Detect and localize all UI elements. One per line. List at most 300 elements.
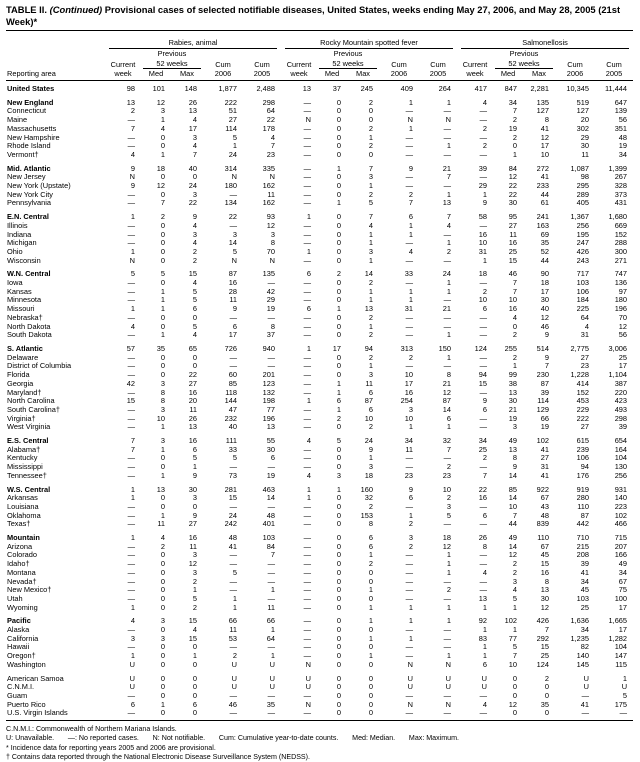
row-area-label: U.S. Virgin Islands <box>7 709 68 718</box>
row-area-label: Puerto Rico <box>7 700 46 709</box>
cell-value: 10 <box>364 413 374 423</box>
cell-value: 1 <box>306 246 312 256</box>
row-area-label: Colorado <box>7 551 37 560</box>
row-area-label: California <box>7 634 39 643</box>
cell-value: — <box>405 132 414 142</box>
cell-value: 0 <box>336 462 342 472</box>
cum-label: Cum <box>567 59 583 69</box>
cell-value: 16 <box>188 436 197 446</box>
cell-value: — <box>303 576 312 586</box>
cell-value: 178 <box>262 123 276 133</box>
cell-value: 14 <box>364 269 374 279</box>
cell-value: 135 <box>262 269 276 279</box>
cell-value: — <box>405 708 414 718</box>
cell-value: 0 <box>336 370 342 380</box>
cell-value: — <box>229 576 237 586</box>
cell-value: 10 <box>540 149 550 159</box>
cell-value: 16 <box>508 304 518 314</box>
cell-value: — <box>443 123 452 133</box>
cell-value: 87 <box>580 510 590 520</box>
cell-value: — <box>303 602 312 612</box>
cell-value: 12 <box>442 541 452 551</box>
table-row <box>6 635 633 644</box>
subheader-row-bottom <box>6 69 633 81</box>
cell-value: 280 <box>576 493 590 503</box>
row-area-label: Delaware <box>7 353 39 362</box>
cell-value: 10 <box>508 659 518 669</box>
table-header <box>6 36 633 80</box>
cell-value: — <box>303 541 312 551</box>
row-area-label: Mountain <box>7 533 40 543</box>
cell-value: U <box>129 673 135 683</box>
cell-value: 16 <box>478 493 488 503</box>
cell-value: 1 <box>446 602 452 612</box>
table-row <box>6 415 633 424</box>
cell-value: 241 <box>536 212 550 222</box>
cell-value: 114 <box>537 396 550 406</box>
cell-value: 0 <box>192 352 197 362</box>
row-area-label: Virginia† <box>7 414 36 423</box>
cell-value: 2 <box>482 123 488 133</box>
cell-value: 13 <box>188 106 197 116</box>
cell-value: 1 <box>336 378 342 388</box>
cell-value: 2 <box>368 330 374 340</box>
cell-value: 24 <box>228 510 237 520</box>
cell-value: 92 <box>478 616 488 626</box>
week-label: week <box>457 69 493 81</box>
cell-value: 13 <box>364 304 374 314</box>
cell-value: 5 <box>336 436 342 446</box>
cell-value: 132 <box>262 387 276 397</box>
cell-value: 2 <box>482 453 488 463</box>
cell-value: 24 <box>364 436 374 446</box>
cell-value: — <box>479 519 488 529</box>
cell-value: — <box>405 567 414 577</box>
cell-value: 0 <box>160 625 165 635</box>
cell-value: 1 <box>446 238 452 248</box>
cell-value: 144 <box>224 396 237 406</box>
cell-value: 3 <box>368 370 374 380</box>
cell-value: 8 <box>544 576 550 586</box>
cell-value: 2 <box>482 141 488 151</box>
cell-value: 264 <box>438 84 452 93</box>
cell-value: 1 <box>130 533 135 543</box>
cell-value: 16 <box>404 387 414 397</box>
cell-value: 0 <box>368 115 374 125</box>
cell-value: 7 <box>512 278 518 288</box>
cell-value: — <box>303 132 312 142</box>
cell-value: — <box>229 501 237 511</box>
cell-value: 114 <box>225 123 237 133</box>
cell-value: 0 <box>336 330 342 340</box>
cell-value: — <box>303 625 312 635</box>
cell-value: 45 <box>540 550 550 560</box>
cell-value: 19 <box>266 304 276 314</box>
cell-value: 1 <box>512 361 518 371</box>
cell-value: 0 <box>160 238 165 248</box>
cell-value: 69 <box>540 229 550 239</box>
cell-value: 2 <box>192 602 197 612</box>
cell-value: 14 <box>508 541 518 551</box>
cell-value: 7 <box>446 172 452 182</box>
cell-value: — <box>303 255 312 265</box>
row-area-label: Wyoming <box>7 603 38 612</box>
cell-value: 1,399 <box>608 163 628 173</box>
cell-value: — <box>479 576 488 586</box>
cell-value: 0 <box>336 106 342 116</box>
cell-value: 0 <box>160 642 165 652</box>
cell-value: 29 <box>266 295 276 305</box>
cell-value: 49 <box>618 559 628 569</box>
cell-value: 24 <box>188 181 197 191</box>
cell-value: — <box>127 501 135 511</box>
cell-value: 14 <box>508 470 518 480</box>
cell-value: 3 <box>270 229 276 239</box>
table-row <box>6 296 633 305</box>
table-row <box>6 595 633 604</box>
cell-value: 8 <box>160 396 165 406</box>
cell-value: 1 <box>160 422 165 432</box>
cell-value: 12 <box>188 559 197 569</box>
cell-value: 56 <box>618 330 628 340</box>
cell-value: 22 <box>266 115 276 125</box>
table-row <box>6 94 633 108</box>
cell-value: 87 <box>364 396 374 406</box>
cell-value: 45 <box>580 585 590 595</box>
cell-value: 47 <box>228 404 237 414</box>
cell-value: 27 <box>580 422 590 432</box>
cell-value: — <box>405 691 414 700</box>
year-2005-label: 2005 <box>595 69 633 81</box>
cell-value: 8 <box>512 453 518 463</box>
cell-value: — <box>303 198 312 208</box>
cell-value: 4 <box>160 123 165 133</box>
cell-value: 208 <box>576 550 590 560</box>
cell-value: 22 <box>478 484 488 494</box>
cell-value: 6 <box>232 321 237 331</box>
cell-value: 16 <box>508 238 518 248</box>
cell-value: 0 <box>336 352 342 362</box>
cell-value: — <box>479 115 488 125</box>
cell-value: 1 <box>192 585 197 595</box>
cell-value: 6 <box>408 212 414 222</box>
cell-value: 1 <box>192 462 197 472</box>
cell-value: 13 <box>540 585 550 595</box>
cell-value: 12 <box>618 321 628 331</box>
cell-value: 103 <box>576 278 590 288</box>
cell-value: 0 <box>512 141 518 151</box>
cell-value: 97 <box>618 286 628 296</box>
group-header-rmsf: Rocky Mountain spotted fever <box>281 36 457 49</box>
cell-value: 2,775 <box>570 343 590 353</box>
cell-value: 2 <box>368 312 374 322</box>
cell-value: 106 <box>576 453 590 463</box>
cell-value: — <box>127 453 135 463</box>
table-row <box>6 231 633 240</box>
table-row <box>6 182 633 191</box>
cell-value: 0 <box>160 132 165 142</box>
cell-value: — <box>405 576 414 586</box>
row-area-label: Nebraska† <box>7 313 43 322</box>
cell-value: 32 <box>364 493 374 503</box>
table-row <box>6 142 633 151</box>
cell-value: 11 <box>267 602 276 612</box>
cell-value: 84 <box>266 541 276 551</box>
row-area-label: E.N. Central <box>7 212 49 222</box>
cell-value: — <box>127 510 135 520</box>
cell-value: 0 <box>160 255 165 265</box>
cell-value: 0 <box>192 312 197 322</box>
row-area-label: W.S. Central <box>7 484 51 494</box>
cell-value: 1 <box>482 642 488 652</box>
table-row <box>6 578 633 587</box>
cell-value: 2 <box>512 559 518 569</box>
cell-value: — <box>479 585 488 595</box>
cell-value: 15 <box>540 559 550 569</box>
cell-value: 0 <box>336 246 342 256</box>
cell-value: 10 <box>404 370 414 380</box>
cell-value: 5 <box>232 453 237 463</box>
cell-value: 1 <box>130 484 135 494</box>
row-area-label: W.N. Central <box>7 269 51 279</box>
cell-value: 30 <box>266 444 276 454</box>
cell-value: 423 <box>614 396 628 406</box>
table-row <box>6 692 633 701</box>
cell-value: 0 <box>336 559 342 569</box>
row-area-label: Montana <box>7 568 36 577</box>
cell-value: 0 <box>336 312 342 322</box>
cell-value: 2 <box>408 519 414 529</box>
cell-value: 147 <box>614 651 628 661</box>
cell-value: 313 <box>400 343 414 353</box>
cell-value: U <box>231 673 237 683</box>
cell-value: 1 <box>160 330 165 340</box>
cell-value: 0 <box>336 501 342 511</box>
cell-value: 2 <box>408 189 414 199</box>
cell-value: 245 <box>360 84 374 93</box>
cell-value: U <box>445 673 452 683</box>
cell-value: 3 <box>160 436 165 446</box>
cell-value: 2 <box>512 352 518 362</box>
cell-value: — <box>303 444 312 454</box>
surveillance-table <box>6 36 633 721</box>
cell-value: U <box>231 682 237 692</box>
cell-value: — <box>127 352 135 362</box>
cell-value: 1 <box>368 132 374 142</box>
cell-value: 1 <box>408 422 414 432</box>
cell-value: 3 <box>368 462 374 472</box>
cell-value: — <box>405 625 414 635</box>
cell-value: — <box>479 413 488 423</box>
cell-value: 2 <box>512 115 518 125</box>
cell-value: 0 <box>336 115 342 125</box>
cell-value: 9 <box>192 212 197 222</box>
cell-value: 9 <box>482 198 488 208</box>
cell-value: 85 <box>508 484 518 494</box>
cell-value: 67 <box>618 576 628 586</box>
cell-value: 519 <box>576 97 590 107</box>
table-row <box>6 314 633 323</box>
cell-value: 17 <box>618 361 628 371</box>
cell-value: — <box>267 593 276 603</box>
cell-value: 3 <box>192 189 197 199</box>
cell-value: 7 <box>192 149 197 159</box>
cell-value: 17 <box>188 123 197 133</box>
cell-value: 34 <box>618 149 628 159</box>
cell-value: 1 <box>408 220 414 230</box>
cell-value: 267 <box>614 172 628 182</box>
cell-value: 1 <box>368 229 374 239</box>
cell-value: 6 <box>482 304 488 314</box>
cell-value: 21 <box>508 404 518 414</box>
table-row <box>6 670 633 684</box>
cell-value: — <box>229 220 237 230</box>
cell-value: 298 <box>262 97 276 107</box>
cell-value: 30 <box>540 295 550 305</box>
cell-value: 207 <box>614 541 628 551</box>
cell-value: — <box>443 181 452 191</box>
cell-value: 0 <box>160 141 165 151</box>
cell-value: 0 <box>336 585 342 595</box>
cell-value: 0 <box>192 673 197 683</box>
cell-value: 1 <box>368 361 374 371</box>
footnote-provisional: * Incidence data for reporting years 2005 and 2006 are provisional. <box>6 743 216 752</box>
cell-value: 1 <box>368 295 374 305</box>
table-row <box>6 134 633 143</box>
cell-value: 99 <box>508 370 518 380</box>
cell-value: 94 <box>364 343 374 353</box>
cell-value: — <box>443 132 452 142</box>
cell-value: 67 <box>540 493 550 503</box>
cell-value: 0 <box>192 682 197 692</box>
cell-value: 23 <box>266 149 276 159</box>
cell-value: 0 <box>336 255 342 265</box>
cell-value: 162 <box>262 181 276 191</box>
cell-value: 328 <box>614 181 628 191</box>
cell-value: 123 <box>262 378 276 388</box>
cell-value: 4 <box>306 470 312 480</box>
cell-value: 34 <box>404 436 414 446</box>
cell-value: 8 <box>446 370 452 380</box>
cell-value: 2 <box>160 541 165 551</box>
table-row <box>6 683 633 692</box>
cell-value: 0 <box>544 708 550 718</box>
cell-value: 14 <box>508 493 518 503</box>
cell-value: 493 <box>614 404 628 414</box>
cell-value: 180 <box>224 181 237 191</box>
cell-value: 34 <box>478 436 488 446</box>
footnote-nedss: † Contains data reported through the National Electronic Disease Surveillance System (NEDSS). <box>6 753 310 761</box>
cell-value: 4 <box>192 220 197 230</box>
cell-value: 15 <box>188 633 197 643</box>
cell-value: — <box>127 387 135 397</box>
cell-value: 31 <box>478 246 488 256</box>
cell-value: 919 <box>576 484 590 494</box>
table-row <box>6 331 633 340</box>
table-row <box>6 371 633 380</box>
table-row <box>6 125 633 134</box>
cell-value: 17 <box>228 330 237 340</box>
cell-value: 7 <box>512 286 518 296</box>
cell-value: 5 <box>192 286 197 296</box>
row-area-label: Mississippi <box>7 463 43 472</box>
cell-value: 6 <box>336 396 342 406</box>
cell-value: — <box>127 642 135 652</box>
table-row <box>6 586 633 595</box>
cell-value: — <box>303 106 312 116</box>
cell-value: 295 <box>576 181 590 191</box>
cell-value: 2 <box>192 246 197 256</box>
cell-value: — <box>127 470 135 480</box>
cell-value: N <box>231 172 237 182</box>
cell-value: — <box>443 625 452 635</box>
cell-value: 5 <box>446 510 452 520</box>
cell-value: 0 <box>160 682 165 692</box>
cell-value: — <box>303 616 312 626</box>
cell-value: 103 <box>262 533 276 543</box>
cell-value: 98 <box>126 84 135 93</box>
cell-value: 19 <box>266 470 276 480</box>
cell-value: 10,345 <box>566 84 590 93</box>
cell-value: 4 <box>192 141 197 151</box>
cell-value: 60 <box>228 370 237 380</box>
cell-value: 3 <box>446 501 452 511</box>
cell-value: 104 <box>614 642 628 652</box>
cell-value: — <box>443 576 452 586</box>
cell-value: 4 <box>482 97 488 107</box>
cell-value: N <box>305 115 312 125</box>
cell-value: — <box>127 625 135 635</box>
cell-value: — <box>127 567 135 577</box>
cell-value: 0 <box>336 123 342 133</box>
cell-value: — <box>443 321 452 331</box>
cell-value: — <box>303 163 312 173</box>
cell-value: 7 <box>130 123 135 133</box>
row-area-label: Arkansas <box>7 494 38 503</box>
cell-value: 1 <box>160 286 165 296</box>
cell-value: 19 <box>508 123 518 133</box>
cell-value: — <box>479 422 488 432</box>
cell-value: 22 <box>228 212 237 222</box>
cell-value: 12 <box>540 312 550 322</box>
cell-value: 0 <box>192 501 197 511</box>
cell-value: 3 <box>368 172 374 182</box>
cell-value: 3 <box>160 616 165 626</box>
cell-value: U <box>407 673 414 683</box>
cell-value: 0 <box>336 493 342 503</box>
cell-value: 33 <box>404 269 414 279</box>
cell-value: 10 <box>478 238 488 248</box>
cell-value: 0 <box>368 642 374 652</box>
cell-value: 0 <box>160 370 165 380</box>
cell-value: 0 <box>512 321 518 331</box>
cell-value: N <box>407 115 414 125</box>
cell-value: 55 <box>266 436 276 446</box>
cell-value: — <box>127 519 135 529</box>
med-label: Med <box>493 69 523 81</box>
cell-value: 1 <box>270 585 276 595</box>
table-row <box>6 709 633 720</box>
cell-value: 0 <box>160 361 165 371</box>
cell-value: — <box>127 330 135 340</box>
cell-value: 12 <box>508 550 518 560</box>
cell-value: 8 <box>160 387 165 397</box>
row-area-label: Pacific <box>7 616 31 626</box>
cell-value: 1 <box>446 422 452 432</box>
row-area-label: North Dakota <box>7 322 51 331</box>
cell-value: 35 <box>156 343 165 353</box>
cell-value: 102 <box>504 616 518 626</box>
